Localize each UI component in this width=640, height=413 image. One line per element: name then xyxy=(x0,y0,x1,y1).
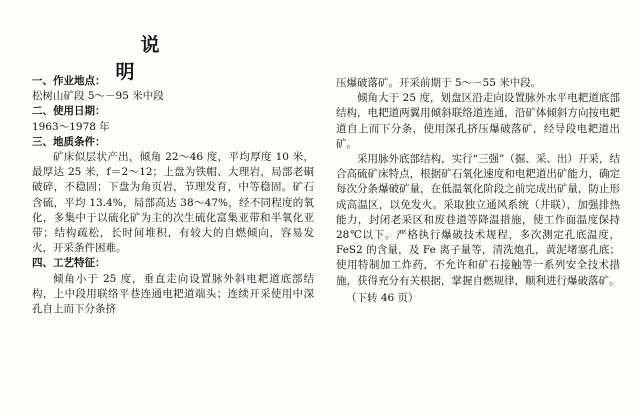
location-text: 松树山矿段 5～－95 米中段 xyxy=(32,90,164,103)
page-title: 说 明 xyxy=(115,34,348,83)
section-heading-location: 一、作业地点： xyxy=(32,75,106,87)
right-column xyxy=(336,76,620,306)
date-text: 1963～1978 年 xyxy=(32,120,110,133)
continued-note: （下转 46 页） xyxy=(346,291,419,304)
geology-paragraph: 矿床似层状产出，倾角 22～46 度，平均厚度 10 米，最厚达 25 米，f＝2～12；上盘为铁帽、大理岩，局部老硐破碎，不稳固；下盘为角页岩，节理发育，中等稳固。矿石含硫，平均 13.4%，局部高达 38～47%，经不同程度的氧化，多集中于以硫化矿为主的次生硫化富集亚带和半氧化亚带；结构疏松，长时间堆积，有较大的自燃倾向，容易发火，开采条件困难。 xyxy=(32,151,314,255)
process-paragraph-2: 倾角大于 25 度，划盘区沿走向设置脉外水平电耙道底部结构，电耙道两翼用倾斜联络道连通，沿矿体倾斜方向按电耙道自上而下分条，使用深孔挤压爆破落矿，经导段电耙道出矿。 xyxy=(336,92,620,150)
process-paragraph-3: 采用脉外底部结构，实行“三强”（掘、采、出）开采，结合高硫矿床特点，根据矿石氧化速度和电耙道出矿能力，确定每次分条爆破矿量，在低温氧化阶段之前完成出矿量，防止形成高温区，以免发火。采取独立通风系统（井联），加强排热能力，封闭老采区和废巷道等降温措施，使工作面温度保持 28℃以下。严格执行爆破技术规程，多次测定孔底温度，FeS2 的含量，及 Fe 离子量等，清洗炮孔，黄泥堵塞孔底；使用特制加工炸药，不允许和矿石接触等一系列安全技术措施，获得充分有关根据，掌握自燃规律，顺利进行爆破落矿。 xyxy=(336,153,620,287)
process-paragraph-1-cont: 压爆破落矿。开采前期于 5～－55 米中段。 xyxy=(336,77,542,89)
process-paragraph-1: 倾角小于 25 度，垂直走向设置脉外斜电耙道底部结构，上中段用联络平巷连通电耙道端头；连续开采使用中深孔自上而下分条挤 xyxy=(32,272,314,316)
section-heading-geology: 三、地质条件： xyxy=(32,135,106,148)
section-heading-process: 四、工艺特征： xyxy=(32,257,106,270)
section-heading-date: 二、使用日期： xyxy=(32,105,106,118)
left-column xyxy=(32,74,314,317)
